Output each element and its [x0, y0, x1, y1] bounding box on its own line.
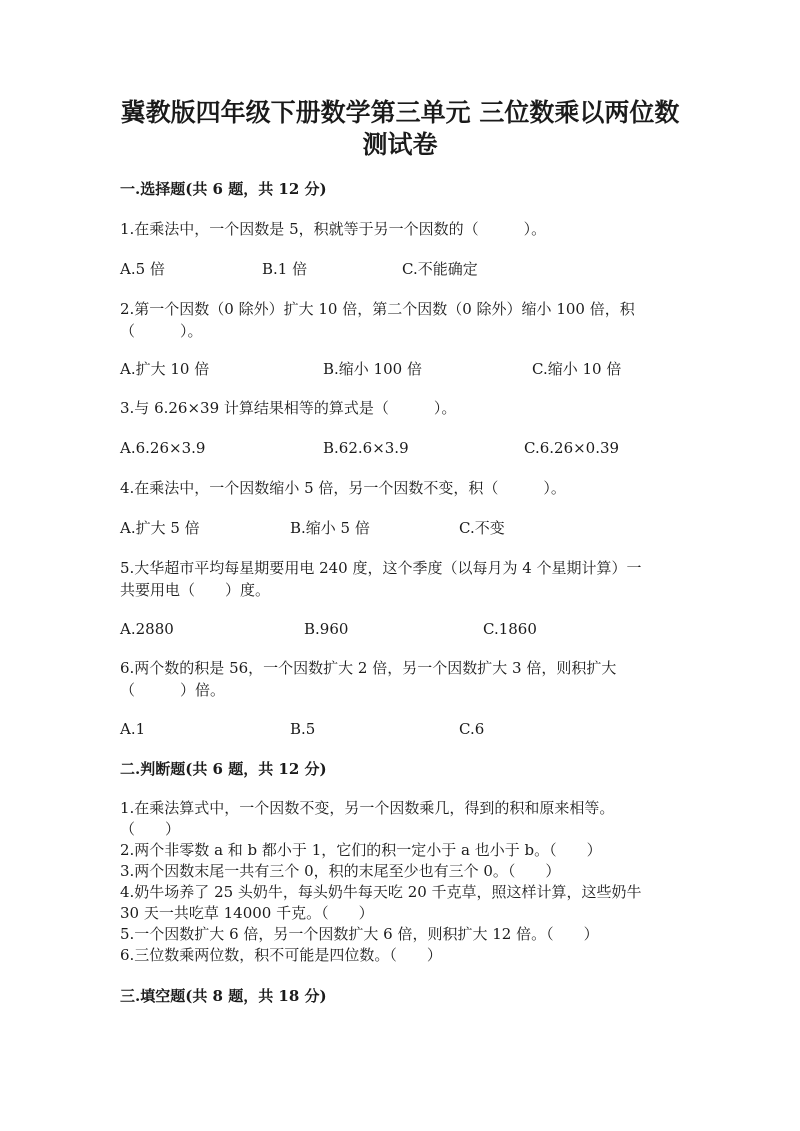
page-title-line2: 测试卷: [362, 130, 438, 159]
judgement-line-8: 6.三位数乘两位数，积不可能是四位数。（ ）: [120, 946, 442, 964]
q4-option-a: A.扩大 5 倍: [120, 519, 200, 537]
q1-option-b: B.1 倍: [262, 260, 308, 278]
section-heading-choice: 一.选择题(共 6 题，共 12 分): [120, 180, 327, 198]
question-2-line1: 2.第一个因数（0 除外）扩大 10 倍，第二个因数（0 除外）缩小 100 倍，积: [120, 300, 635, 318]
q5-option-b: B.960: [304, 620, 349, 638]
section-heading-fill-in: 三.填空题(共 8 题，共 18 分): [120, 987, 327, 1005]
question-5-line2: 共要用电（ ）度。: [120, 581, 271, 599]
judgement-line-4: 3.两个因数末尾一共有三个 0，积的末尾至少也有三个 0。（ ）: [120, 862, 561, 880]
question-3: 3.与 6.26×39 计算结果相等的算式是（ ）。: [120, 399, 457, 417]
question-1: 1.在乘法中，一个因数是 5，积就等于另一个因数的（ ）。: [120, 220, 547, 238]
q2-option-b: B.缩小 100 倍: [323, 360, 422, 378]
q1-option-a: A.5 倍: [120, 260, 165, 278]
question-6-line2: （ ）倍。: [120, 681, 226, 699]
q3-option-c: C.6.26×0.39: [524, 439, 620, 457]
q3-option-a: A.6.26×3.9: [120, 439, 206, 457]
question-2-line2: （ ）。: [120, 322, 203, 340]
q5-option-a: A.2880: [120, 620, 174, 638]
q3-option-b: B.62.6×3.9: [323, 439, 409, 457]
q1-option-c: C.不能确定: [402, 260, 478, 278]
q4-option-b: B.缩小 5 倍: [290, 519, 370, 537]
question-4: 4.在乘法中，一个因数缩小 5 倍，另一个因数不变，积（ ）。: [120, 479, 566, 497]
judgement-line-7: 5.一个因数扩大 6 倍，另一个因数扩大 6 倍，则积扩大 12 倍。（ ）: [120, 925, 599, 943]
page-title-line1: 冀教版四年级下册数学第三单元 三位数乘以两位数: [120, 98, 680, 127]
judgement-line-3: 2.两个非零数 a 和 b 都小于 1，它们的积一定小于 a 也小于 b。（ ）: [120, 841, 602, 859]
judgement-line-6: 30 天一共吃草 14000 千克。（ ）: [120, 904, 374, 922]
question-6-line1: 6.两个数的积是 56，一个因数扩大 2 倍，另一个因数扩大 3 倍，则积扩大: [120, 659, 617, 677]
question-5-line1: 5.大华超市平均每星期要用电 240 度，这个季度（以每月为 4 个星期计算）一: [120, 559, 642, 577]
q6-option-a: A.1: [120, 720, 146, 738]
q2-option-c: C.缩小 10 倍: [532, 360, 622, 378]
q6-option-b: B.5: [290, 720, 316, 738]
judgement-line-5: 4.奶牛场养了 25 头奶牛，每头奶牛每天吃 20 千克草，照这样计算，这些奶牛: [120, 883, 642, 901]
q5-option-c: C.1860: [483, 620, 537, 638]
judgement-line-1: 1.在乘法算式中，一个因数不变，另一个因数乘几，得到的积和原来相等。: [120, 799, 615, 817]
section-heading-judgement: 二.判断题(共 6 题，共 12 分): [120, 760, 327, 778]
q6-option-c: C.6: [459, 720, 485, 738]
q4-option-c: C.不变: [459, 519, 505, 537]
q2-option-a: A.扩大 10 倍: [120, 360, 210, 378]
judgement-line-2: （ ）: [120, 820, 181, 838]
